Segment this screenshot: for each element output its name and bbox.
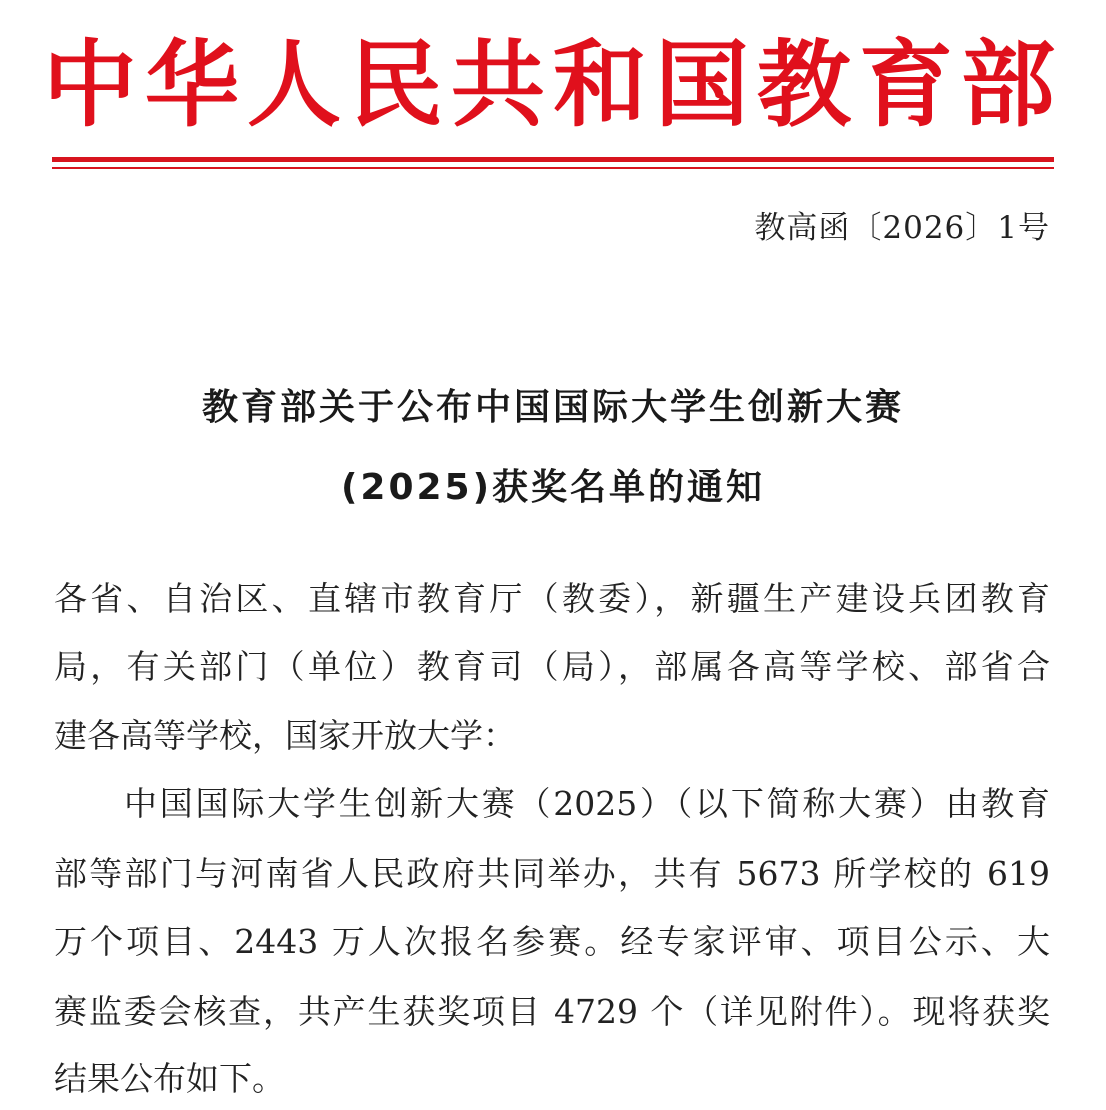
letterhead-red-rule-thin [52,167,1054,169]
document-title-line-1: 教育部关于公布中国国际大学生创新大赛 [201,387,904,428]
body-paragraph-line-3: 万个项目、2443 万人次报名参赛。经专家评审、项目公示、大 [54,922,1050,961]
recipients-line-3: 建各高等学校，国家开放大学： [54,716,516,755]
body-paragraph-line-2: 部等部门与河南省人民政府共同举办，共有 5673 所学校的 619 [54,854,1050,893]
recipients-line-1: 各省、自治区、直辖市教育厅（教委），新疆生产建设兵团教育 [54,579,1050,618]
document-title-line-2: (2025)获奖名单的通知 [340,467,766,508]
recipients-line-2: 局，有关部门（单位）教育司（局），部属各高等学校、部省合 [54,647,1050,686]
body-paragraph-line-4: 赛监委会核查，共产生获奖项目 4729 个（详见附件）。现将获奖 [54,992,1050,1031]
document-number: 教高函〔2026〕1号 [754,210,1050,246]
letterhead-red-rule-thick [52,157,1054,162]
body-paragraph-line-1: 中国国际大学生创新大赛（2025）（以下简称大赛）由教育 [124,784,1050,823]
letterhead-org-name: 中华人民共和国教育部 [42,31,1063,140]
body-paragraph-line-5: 结果公布如下。 [54,1059,285,1098]
